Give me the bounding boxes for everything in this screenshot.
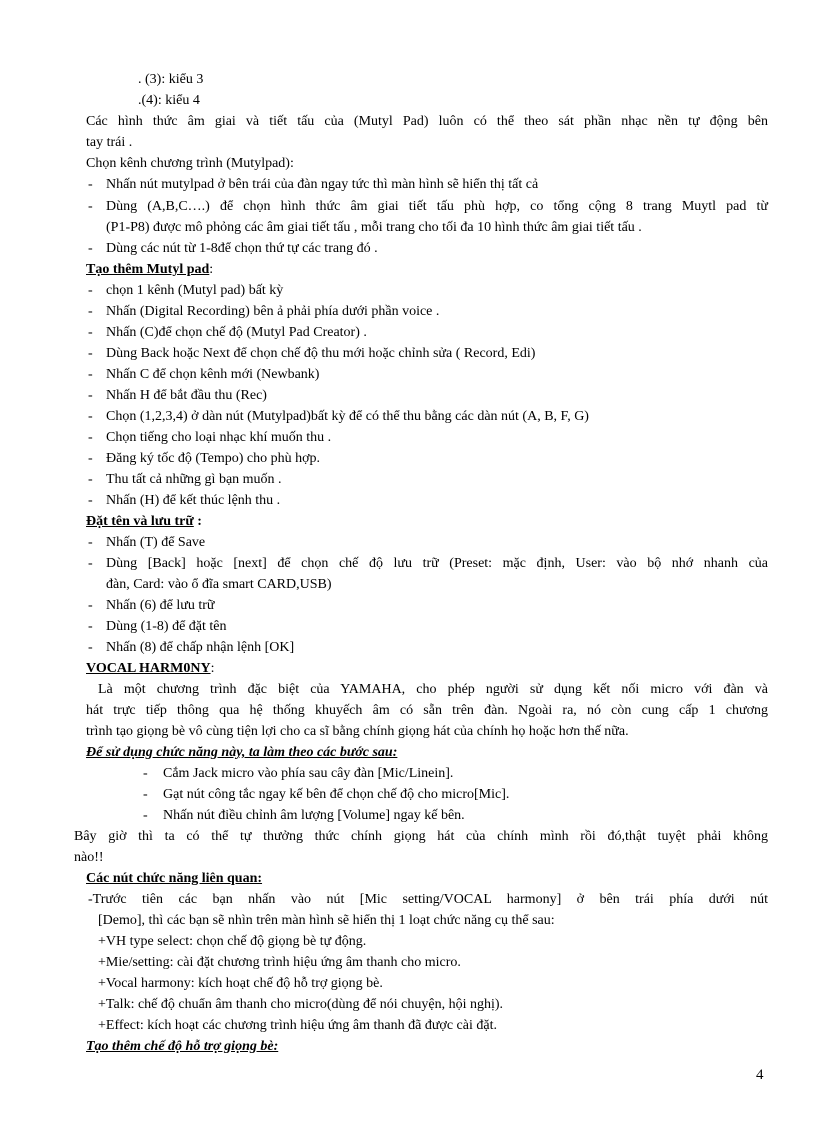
- create-pad-heading-colon: :: [209, 262, 214, 277]
- bullet-dash: -: [88, 472, 93, 487]
- bullet-dash: -: [88, 241, 93, 256]
- vocal-howto-heading: Để sử dụng chức năng này, ta làm theo các bước sau:: [86, 745, 398, 760]
- related-paragraph-line-1: -Trước tiên các bạn nhấn vào nút [Mic setting/VOCAL harmony] ở bên trái phía dưới nút: [88, 892, 768, 907]
- choose-channel-heading: Chọn kênh chương trình (Mutylpad):: [86, 156, 294, 171]
- vocal-step-1: Cắm Jack micro vào phía sau cây đàn [Mic/Linein].: [163, 766, 454, 781]
- vocal-paragraph-line-3: trình tạo giọng bè vô cùng tiện lợi cho ca sĩ bằng chính giọng hát của chính họ hoặc hơn thế nữa.: [86, 724, 629, 739]
- intro-paragraph-line-2: tay trái .: [86, 135, 133, 150]
- create-pad-item: Đăng ký tốc độ (Tempo) cho phù hợp.: [106, 451, 321, 466]
- create-pad-item: Nhấn H để bắt đầu thu (Rec): [106, 388, 267, 403]
- bullet-dash: -: [88, 325, 93, 340]
- function-item-vh-type: +VH type select: chọn chế độ giọng bè tự động.: [98, 934, 367, 949]
- channel-bullet-2-line-2: (P1-P8) được mô phỏng các âm giai tiết tấu , mỗi trang cho tối đa 10 hình thức âm giai tiết tấu .: [106, 220, 642, 235]
- create-pad-item: Nhấn (H) để kết thúc lệnh thu .: [106, 493, 281, 508]
- channel-bullet-2-line-1: Dùng (A,B,C….) để chọn hình thức âm giai tiết tấu phù hợp, co tổng cộng 8 trang Muytl pad từ: [106, 199, 768, 214]
- bullet-dash: -: [88, 451, 93, 466]
- create-harmony-heading: Tạo thêm chế độ hỗ trợ giọng bè:: [86, 1039, 279, 1054]
- vocal-conclusion-line-2: nào!!: [74, 850, 104, 865]
- vocal-step-3: Nhấn nút điều chỉnh âm lượng [Volume] ngay kế bên.: [163, 808, 465, 823]
- function-item-mic-setting: +Mie/setting: cài đặt chương trình hiệu ứng âm thanh cho micro.: [98, 955, 461, 970]
- save-heading-text: Đặt tên và lưu trữ: [86, 514, 194, 529]
- bullet-dash: -: [88, 177, 93, 192]
- vocal-paragraph-line-2: hát trực tiếp thông qua hệ thống khuyếch âm có sẵn trên đàn. Ngoài ra, nó còn cung cấp 1 chương: [86, 703, 768, 718]
- vocal-heading-text: VOCAL HARM0NY: [86, 661, 211, 676]
- channel-bullet-1: Nhấn nút mutylpad ở bên trái của đàn ngay tức thì màn hình sẽ hiển thị tất cả: [106, 177, 539, 192]
- create-pad-item: Dùng Back hoặc Next để chọn chế độ thu mới hoặc chỉnh sửa ( Record, Edi): [106, 346, 536, 361]
- create-pad-item: chọn 1 kênh (Mutyl pad) bất kỳ: [106, 283, 284, 298]
- bullet-dash: -: [143, 787, 148, 802]
- save-item-2-line-1: Dùng [Back] hoặc [next] để chọn chế độ lưu trữ (Preset: mặc định, User: vào bộ nhớ nhanh của: [106, 556, 768, 571]
- intro-paragraph-line-1: Các hình thức âm giai và tiết tấu của (Mutyl Pad) luôn có thể theo sát phần nhạc nền tự động bên: [86, 114, 768, 129]
- bullet-dash: -: [88, 283, 93, 298]
- create-pad-item: Chọn (1,2,3,4) ở dàn nút (Mutylpad)bất kỳ để có thể thu bằng các dàn nút (A, B, F, G): [106, 409, 589, 424]
- related-paragraph-line-2: [Demo], thì các bạn sẽ nhìn trên màn hình sẽ hiển thị 1 loạt chức năng cụ thể sau:: [98, 913, 555, 928]
- create-pad-item: Thu tất cả những gì bạn muốn .: [106, 472, 282, 487]
- bullet-dash: -: [88, 493, 93, 508]
- save-item-5: Nhấn (8) để chấp nhận lệnh [OK]: [106, 640, 295, 655]
- create-pad-item: Nhấn C để chọn kênh mới (Newbank): [106, 367, 320, 382]
- bullet-dash: -: [88, 640, 93, 655]
- vocal-heading: [86, 659, 214, 679]
- function-item-vocal-harmony: +Vocal harmony: kích hoạt chế độ hỗ trợ giọng bè.: [98, 976, 383, 991]
- bullet-dash: -: [143, 766, 148, 781]
- related-buttons-heading: Các nút chức năng liên quan:: [86, 871, 263, 886]
- create-pad-item: Nhấn (Digital Recording) bên ả phải phía dưới phần voice .: [106, 304, 440, 319]
- create-pad-heading: [86, 260, 213, 280]
- save-heading-colon: :: [193, 514, 202, 529]
- vocal-step-2: Gạt nút công tắc ngay kế bên để chọn chế độ cho micro[Mic].: [163, 787, 510, 802]
- bullet-dash: -: [88, 556, 93, 571]
- save-heading: [86, 512, 202, 532]
- bullet-dash: -: [88, 535, 93, 550]
- style-3-line: . (3): kiểu 3: [138, 72, 204, 87]
- function-item-effect: +Effect: kích hoạt các chương trình hiệu ứng âm thanh đã được cài đặt.: [98, 1018, 497, 1033]
- function-item-talk: +Talk: chế độ chuẩn âm thanh cho micro(dùng để nói chuyện, hội nghị).: [98, 997, 504, 1012]
- bullet-dash: -: [143, 808, 148, 823]
- bullet-dash: -: [88, 409, 93, 424]
- vocal-conclusion-line-1: Bây giờ thì ta có thể tự thưởng thức chính giọng hát của chính mình rồi đó,thật tuyệt phải không: [74, 829, 768, 844]
- bullet-dash: -: [88, 598, 93, 613]
- save-item-3: Nhấn (6) để lưu trữ: [106, 598, 215, 613]
- vocal-heading-colon: :: [210, 661, 215, 676]
- channel-bullet-3: Dùng các nút từ 1-8để chọn thứ tự các trang đó .: [106, 241, 378, 256]
- bullet-dash: -: [88, 388, 93, 403]
- create-pad-heading-text: Tạo thêm Mutyl pad: [86, 262, 210, 277]
- vocal-paragraph-line-1: Là một chương trình đặc biệt của YAMAHA, cho phép người sử dụng kết nối micro với đàn và: [98, 682, 768, 697]
- bullet-dash: -: [88, 346, 93, 361]
- bullet-dash: -: [88, 367, 93, 382]
- bullet-dash: -: [88, 199, 93, 214]
- save-item-2-line-2: đàn, Card: vào ổ đĩa smart CARD,USB): [106, 577, 332, 592]
- bullet-dash: -: [88, 304, 93, 319]
- page-number: 4: [756, 1067, 764, 1083]
- save-item-1: Nhấn (T) để Save: [106, 535, 206, 550]
- create-pad-item: Nhấn (C)để chọn chế độ (Mutyl Pad Creator) .: [106, 325, 367, 340]
- style-4-line: .(4): kiểu 4: [138, 93, 200, 108]
- create-pad-item: Chọn tiếng cho loại nhạc khí muốn thu .: [106, 430, 332, 445]
- save-item-4: Dùng (1-8) để đặt tên: [106, 619, 227, 634]
- bullet-dash: -: [88, 619, 93, 634]
- bullet-dash: -: [88, 430, 93, 445]
